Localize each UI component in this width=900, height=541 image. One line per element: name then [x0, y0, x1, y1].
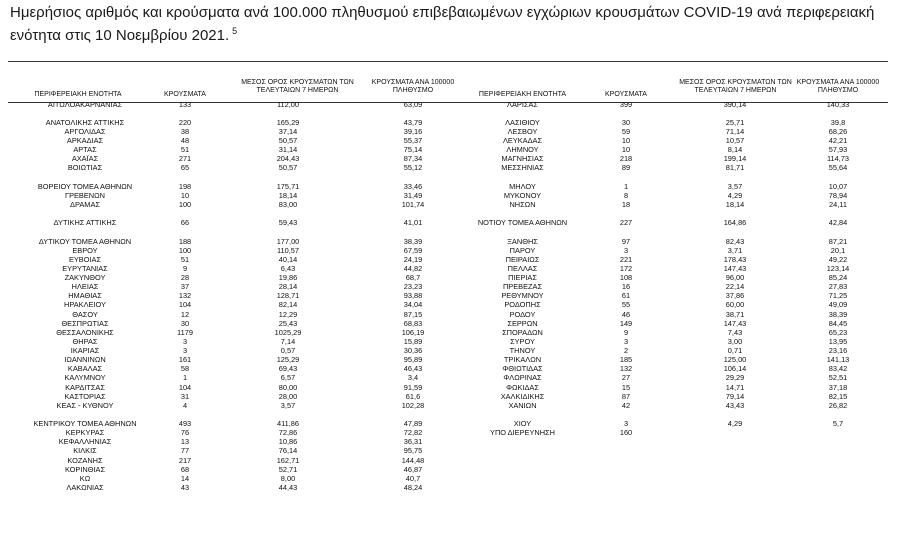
avg7-cell: 19,86	[278, 273, 298, 282]
avg7-cell: 4,29	[727, 419, 743, 429]
cases-cell: 3	[182, 346, 188, 355]
avg7-cell: 96,00	[725, 273, 745, 282]
region-cell: ΔΥΤΙΚΗΣ ΑΤΤΙΚΗΣ	[53, 218, 117, 228]
region-cell: ΚΟΖΑΝΗΣ	[67, 455, 103, 465]
cases-cell: 97	[621, 236, 631, 246]
region-cell: ΑΡΓΟΛΙΔΑΣ	[64, 126, 106, 136]
per100k-cell: 23,16	[828, 346, 848, 355]
region-cell: ΚΕΡΚΥΡΑΣ	[65, 428, 105, 438]
per100k-cell: 101,74	[401, 199, 425, 209]
avg7-cell: 80,00	[278, 382, 298, 392]
per100k-cell: 48,24	[403, 483, 423, 492]
per100k-cell: 68,83	[403, 318, 423, 328]
region-cell: ΑΙΤΩΛΟΑΚΑΡΝΑΝΙΑΣ	[47, 99, 123, 109]
avg7-cell: 38,71	[725, 309, 745, 319]
region-cell: ΝΟΤΙΟΥ ΤΟΜΕΑ ΑΘΗΝΩΝ	[477, 218, 568, 228]
cases-cell: 218	[619, 154, 633, 164]
avg7-cell: 204,43	[276, 154, 300, 164]
region-cell: ΛΗΜΝΟΥ	[506, 145, 539, 155]
region-cell: ΚΑΛΥΜΝΟΥ	[64, 373, 106, 383]
avg7-cell: 59,43	[278, 218, 298, 228]
cases-cell: 10	[621, 145, 631, 155]
per100k-cell: 87,21	[828, 236, 848, 246]
cases-cell: 149	[619, 318, 633, 328]
cases-cell: 48	[180, 136, 190, 145]
left-header-region: ΠΕΡΙΦΕΡΕΙΑΚΗ ΕΝΟΤΗΤΑ	[34, 91, 122, 98]
avg7-cell: 125,00	[723, 355, 747, 365]
avg7-cell: 112,00	[276, 99, 300, 109]
avg7-cell: 4,29	[727, 190, 743, 200]
avg7-cell: 69,43	[278, 364, 298, 374]
cases-cell: 28	[180, 273, 190, 282]
left-header-avg7: ΜΕΣΟΣ ΟΡΟΣ ΚΡΟΥΣΜΑΤΩΝ ΤΩΝ ΤΕΛΕΥΤΑΙΩΝ 7 ΗΜΕΡΩΝ	[241, 79, 354, 94]
region-cell: ΕΒΡΟΥ	[72, 245, 98, 255]
region-cell: ΗΜΑΘΙΑΣ	[68, 291, 102, 301]
cases-cell: 100	[178, 199, 192, 209]
per100k-cell: 26,82	[828, 400, 848, 410]
per100k-cell: 72,82	[403, 428, 423, 438]
avg7-cell: 83,00	[278, 199, 298, 209]
per100k-cell: 102,28	[401, 400, 425, 410]
cases-cell: 1	[182, 373, 188, 383]
region-cell: ΒΟΙΩΤΙΑΣ	[67, 163, 103, 173]
per100k-cell: 87,15	[403, 309, 423, 319]
region-cell: ΓΡΕΒΕΝΩΝ	[65, 190, 105, 200]
per100k-cell: 30,36	[403, 346, 423, 355]
per100k-cell: 43,79	[403, 117, 423, 127]
title-footnote: 5	[232, 26, 238, 36]
per100k-cell: 15,89	[403, 336, 423, 346]
avg7-cell: 71,14	[725, 126, 745, 136]
region-cell: ΠΑΡΟΥ	[509, 245, 536, 255]
region-cell: ΤΡΙΚΑΛΩΝ	[503, 355, 542, 365]
region-cell: ΣΠΟΡΑΔΩΝ	[502, 327, 543, 337]
avg7-cell: 60,00	[725, 300, 745, 310]
per100k-cell: 91,59	[403, 382, 423, 392]
avg7-cell: 76,14	[278, 446, 298, 456]
cases-cell: 1	[623, 181, 629, 191]
cases-cell: 108	[619, 273, 633, 282]
per100k-cell: 31,49	[403, 190, 423, 200]
cases-cell: 18	[621, 199, 631, 209]
cases-cell: 51	[180, 145, 190, 155]
avg7-cell: 10,86	[278, 437, 298, 447]
per100k-cell: 84,45	[828, 318, 848, 328]
avg7-cell: 52,71	[278, 464, 298, 474]
region-cell: ΡΟΔΟΥ	[509, 309, 536, 319]
region-cell: ΙΚΑΡΙΑΣ	[70, 346, 100, 355]
cases-cell: 1179	[177, 327, 193, 337]
cases-cell: 160	[619, 428, 633, 438]
per100k-cell: 106,19	[401, 327, 425, 337]
avg7-cell: 25,71	[725, 117, 745, 127]
cases-cell: 12	[180, 309, 190, 319]
avg7-cell: 40,14	[278, 254, 298, 264]
cases-cell: 8	[623, 190, 629, 200]
cases-cell: 132	[619, 364, 633, 374]
cases-cell: 27	[621, 373, 631, 383]
cases-cell: 58	[180, 364, 190, 374]
cases-cell: 76	[180, 428, 190, 438]
region-cell: ΞΑΝΘΗΣ	[507, 236, 538, 246]
region-cell: ΡΟΔΟΠΗΣ	[504, 300, 541, 310]
region-cell: ΑΧΑΪΑΣ	[71, 154, 99, 164]
avg7-cell: 81,71	[725, 163, 745, 173]
region-cell: ΑΡΤΑΣ	[73, 145, 97, 155]
page-title	[10, 3, 880, 45]
per100k-cell: 10,07	[828, 181, 848, 191]
region-cell: ΑΡΚΑΔΙΑΣ	[66, 136, 104, 145]
cases-cell: 61	[621, 291, 631, 301]
right-header-cases: ΚΡΟΥΣΜΑΤΑ	[605, 91, 647, 98]
region-cell: ΗΡΑΚΛΕΙΟΥ	[64, 300, 106, 310]
avg7-cell: 72,86	[278, 428, 298, 438]
avg7-cell: 6,43	[280, 263, 296, 273]
avg7-cell: 3,71	[727, 245, 743, 255]
avg7-cell: 37,14	[278, 126, 298, 136]
region-cell: ΦΩΚΙΔΑΣ	[506, 382, 539, 392]
per100k-cell: 41,01	[403, 218, 423, 228]
cases-cell: 66	[180, 218, 190, 228]
avg7-cell: 31,14	[278, 145, 298, 155]
region-cell: ΚΕΦΑΛΛΗΝΙΑΣ	[58, 437, 112, 447]
right-header-per100k: ΚΡΟΥΣΜΑΤΑ ΑΝΑ 100000 ΠΛΗΘΥΣΜΟ	[796, 79, 880, 94]
cases-cell: 399	[619, 99, 633, 109]
cases-cell: 46	[621, 309, 631, 319]
region-cell: ΝΗΣΩΝ	[509, 199, 536, 209]
per100k-cell: 42,21	[828, 136, 848, 145]
avg7-cell: 125,29	[276, 355, 300, 365]
avg7-cell: 7,43	[727, 327, 743, 337]
cases-cell: 10	[621, 136, 631, 145]
per100k-cell: 144,48	[401, 455, 425, 465]
per100k-cell: 75,14	[403, 145, 423, 155]
region-cell: ΚΙΛΚΙΣ	[73, 446, 97, 456]
per100k-cell: 40,7	[405, 473, 421, 483]
per100k-cell: 5,7	[832, 419, 844, 429]
avg7-cell: 411,86	[276, 419, 300, 429]
cases-cell: 227	[619, 218, 633, 228]
per100k-cell: 42,84	[828, 218, 848, 228]
avg7-cell: 3,00	[727, 336, 743, 346]
cases-cell: 198	[178, 181, 192, 191]
cases-cell: 30	[180, 318, 190, 328]
region-cell: ΑΝΑΤΟΛΙΚΗΣ ΑΤΤΙΚΗΣ	[45, 117, 125, 127]
per100k-cell: 24,19	[403, 254, 423, 264]
cases-cell: 14	[180, 473, 190, 483]
avg7-cell: 14,71	[725, 382, 745, 392]
per100k-cell: 47,89	[403, 419, 423, 429]
per100k-cell: 55,12	[403, 163, 423, 173]
region-cell: ΦΘΙΩΤΙΔΑΣ	[502, 364, 543, 374]
region-cell: ΚΟΡΙΝΘΙΑΣ	[64, 464, 106, 474]
per100k-cell: 68,26	[828, 126, 848, 136]
cases-cell: 38	[180, 126, 190, 136]
avg7-cell: 3,57	[727, 181, 743, 191]
cases-cell: 68	[180, 464, 190, 474]
per100k-cell: 55,37	[403, 136, 423, 145]
per100k-cell: 61,6	[405, 391, 421, 401]
avg7-cell: 128,71	[276, 291, 300, 301]
avg7-cell: 28,00	[278, 391, 298, 401]
region-cell: ΘΗΡΑΣ	[72, 336, 98, 346]
per100k-cell: 141,13	[826, 355, 850, 365]
avg7-cell: 8,00	[280, 473, 296, 483]
avg7-cell: 22,14	[725, 282, 745, 292]
per100k-cell: 52,51	[828, 373, 848, 383]
per100k-cell: 85,24	[828, 273, 848, 282]
avg7-cell: 82,43	[725, 236, 745, 246]
cases-cell: 87	[621, 391, 631, 401]
region-cell: ΜΕΣΣΗΝΙΑΣ	[501, 163, 544, 173]
cases-cell: 55	[621, 300, 631, 310]
avg7-cell: 18,14	[725, 199, 745, 209]
avg7-cell: 165,29	[276, 117, 300, 127]
cases-cell: 104	[178, 382, 192, 392]
per100k-cell: 38,39	[403, 236, 423, 246]
per100k-cell: 68,7	[405, 273, 421, 282]
avg7-cell: 50,57	[278, 163, 298, 173]
avg7-cell: 82,14	[278, 300, 298, 310]
per100k-cell: 33,46	[403, 181, 423, 191]
cases-cell: 9	[182, 263, 188, 273]
avg7-cell: 7,14	[280, 336, 296, 346]
region-cell: ΤΗΝΟΥ	[509, 346, 536, 355]
left-header-cases: ΚΡΟΥΣΜΑΤΑ	[164, 91, 206, 98]
per100k-cell: 23,23	[403, 282, 423, 292]
cases-cell: 31	[180, 391, 190, 401]
per100k-cell: 95,89	[403, 355, 423, 365]
avg7-cell: 12,29	[278, 309, 298, 319]
per100k-cell: 44,82	[403, 263, 423, 273]
cases-cell: 493	[178, 419, 192, 429]
region-cell: ΦΛΩΡΙΝΑΣ	[503, 373, 542, 383]
per100k-cell: 93,88	[403, 291, 423, 301]
region-cell: ΛΕΥΚΑΔΑΣ	[502, 136, 543, 145]
avg7-cell: 147,43	[723, 263, 747, 273]
avg7-cell: 10,57	[725, 136, 745, 145]
region-cell: ΥΠΟ ΔΙΕΡΕΥΝΗΣΗ	[490, 428, 555, 438]
region-cell: ΕΥΡΥΤΑΝΙΑΣ	[62, 263, 108, 273]
region-cell: ΘΕΣΠΡΩΤΙΑΣ	[61, 318, 109, 328]
region-cell: ΠΕΛΛΑΣ	[507, 263, 538, 273]
cases-cell: 220	[178, 117, 192, 127]
region-cell: ΧΙΟΥ	[513, 419, 532, 429]
region-cell: ΚΑΡΔΙΤΣΑΣ	[65, 382, 105, 392]
per100k-cell: 78,94	[828, 190, 848, 200]
per100k-cell: 49,09	[828, 300, 848, 310]
avg7-cell: 0,57	[280, 346, 296, 355]
region-cell: ΣΥΡΟΥ	[510, 336, 535, 346]
cases-cell: 37	[180, 282, 190, 292]
cases-cell: 188	[178, 236, 192, 246]
cases-cell: 4	[182, 400, 188, 410]
region-cell: ΛΕΣΒΟΥ	[507, 126, 538, 136]
avg7-cell: 177,00	[276, 236, 300, 246]
cases-cell: 172	[619, 263, 633, 273]
cases-cell: 271	[178, 154, 192, 164]
region-cell: ΙΩΑΝΝΙΝΩΝ	[64, 355, 106, 365]
region-cell: ΜΑΓΝΗΣΙΑΣ	[501, 154, 544, 164]
per100k-cell: 55,64	[828, 163, 848, 173]
region-cell: ΠΕΙΡΑΙΩΣ	[505, 254, 540, 264]
avg7-cell: 0,71	[727, 346, 743, 355]
per100k-cell: 38,39	[828, 309, 848, 319]
avg7-cell: 106,14	[723, 364, 747, 374]
cases-cell: 132	[178, 291, 192, 301]
region-cell: ΚΕΑΣ - ΚΥΘΝΟΥ	[56, 400, 114, 410]
avg7-cell: 50,57	[278, 136, 298, 145]
avg7-cell: 199,14	[723, 154, 747, 164]
cases-cell: 185	[619, 355, 633, 365]
per100k-cell: 24,11	[829, 199, 847, 209]
cases-cell: 133	[178, 99, 192, 109]
per100k-cell: 67,59	[403, 245, 423, 255]
region-cell: ΚΑΒΑΛΑΣ	[67, 364, 103, 374]
per100k-cell: 82,15	[828, 391, 848, 401]
per100k-cell: 36,31	[403, 437, 423, 447]
cases-cell: 10	[180, 190, 190, 200]
region-cell: ΗΛΕΙΑΣ	[71, 282, 99, 292]
cases-cell: 9	[623, 327, 629, 337]
avg7-cell: 162,71	[276, 455, 300, 465]
region-cell: ΖΑΚΥΝΘΟΥ	[64, 273, 106, 282]
per100k-cell: 71,25	[828, 291, 848, 301]
per100k-cell: 57,93	[828, 145, 848, 155]
per100k-cell: 34,04	[403, 300, 423, 310]
cases-cell: 42	[621, 400, 631, 410]
per100k-cell: 37,18	[828, 382, 848, 392]
cases-cell: 100	[178, 245, 192, 255]
cases-cell: 104	[178, 300, 192, 310]
avg7-cell: 25,43	[278, 318, 298, 328]
region-cell: ΒΟΡΕΙΟΥ ΤΟΜΕΑ ΑΘΗΝΩΝ	[37, 181, 133, 191]
avg7-cell: 8,14	[727, 145, 743, 155]
avg7-cell: 43,43	[725, 400, 745, 410]
region-cell: ΜΥΚΟΝΟΥ	[503, 190, 542, 200]
per100k-cell: 87,34	[403, 154, 423, 164]
per100k-cell: 114,73	[826, 154, 850, 164]
region-cell: ΡΕΘΥΜΝΟΥ	[501, 291, 544, 301]
per100k-cell: 27,83	[828, 282, 848, 292]
region-cell: ΠΙΕΡΙΑΣ	[508, 273, 537, 282]
cases-cell: 30	[621, 117, 631, 127]
avg7-cell: 178,43	[723, 254, 747, 264]
avg7-cell: 110,57	[276, 245, 300, 255]
cases-cell: 221	[619, 254, 633, 264]
cases-cell: 3	[623, 245, 629, 255]
table-top-rule	[8, 61, 888, 62]
cases-cell: 2	[623, 346, 629, 355]
region-cell: ΣΕΡΡΩΝ	[507, 318, 538, 328]
cases-cell: 161	[178, 355, 192, 365]
avg7-cell: 29,29	[725, 373, 745, 383]
avg7-cell: 175,71	[276, 181, 300, 191]
region-cell: ΠΡΕΒΕΖΑΣ	[502, 282, 543, 292]
cases-cell: 3	[623, 419, 629, 429]
region-cell: ΚΕΝΤΡΙΚΟΥ ΤΟΜΕΑ ΑΘΗΝΩΝ	[33, 419, 137, 429]
region-cell: ΧΑΝΙΩΝ	[508, 400, 537, 410]
per100k-cell: 3,4	[407, 373, 419, 383]
region-cell: ΛΑΣΙΘΙΟΥ	[505, 117, 540, 127]
cases-cell: 65	[180, 163, 190, 173]
cases-cell: 217	[178, 455, 192, 465]
left-header-per100k: ΚΡΟΥΣΜΑΤΑ ΑΝΑ 100000 ΠΛΗΘΥΣΜΟ	[371, 79, 455, 94]
region-cell: ΛΑΡΙΣΑΣ	[507, 99, 538, 109]
region-cell: ΘΕΣΣΑΛΟΝΙΚΗΣ	[56, 327, 114, 337]
region-cell: ΘΑΣΟΥ	[72, 309, 98, 319]
per100k-cell: 63,09	[403, 99, 423, 109]
avg7-cell: 37,86	[725, 291, 745, 301]
cases-cell: 3	[182, 336, 188, 346]
cases-cell: 3	[623, 336, 629, 346]
avg7-cell: 1025,29	[274, 327, 302, 337]
per100k-cell: 39,8	[830, 117, 846, 127]
avg7-cell: 28,14	[278, 282, 298, 292]
per100k-cell: 20,1	[830, 245, 846, 255]
avg7-cell: 3,57	[280, 400, 296, 410]
cases-cell: 77	[180, 446, 190, 456]
region-cell: ΚΑΣΤΟΡΙΑΣ	[64, 391, 106, 401]
per100k-cell: 46,87	[403, 464, 423, 474]
avg7-cell: 44,43	[278, 483, 298, 492]
region-cell: ΔΡΑΜΑΣ	[70, 199, 100, 209]
cases-cell: 43	[180, 483, 190, 492]
per100k-cell: 95,75	[403, 446, 423, 456]
region-cell: ΕΥΒΟΙΑΣ	[68, 254, 102, 264]
avg7-cell: 6,57	[280, 373, 296, 383]
cases-cell: 89	[621, 163, 631, 173]
region-cell: ΔΥΤΙΚΟΥ ΤΟΜΕΑ ΑΘΗΝΩΝ	[38, 236, 132, 246]
avg7-cell: 164,86	[723, 218, 747, 228]
per100k-cell: 83,42	[828, 364, 848, 374]
title-text: Ημερήσιος αριθμός και κρούσματα ανά 100.000 πληθυσμού επιβεβαιωμένων εγχώριων κρουσμάτων COVID-19 ανά περιφερειακή ενότητα στις 10 Νοεμβρίου 2021.	[10, 4, 875, 44]
cases-cell: 59	[621, 126, 631, 136]
avg7-cell: 79,14	[725, 391, 745, 401]
cases-cell: 13	[180, 437, 190, 447]
per100k-cell: 13,95	[828, 336, 848, 346]
region-cell: ΚΩ	[79, 473, 91, 483]
per100k-cell: 46,43	[403, 364, 423, 374]
avg7-cell: 390,14	[723, 99, 747, 109]
avg7-cell: 18,14	[278, 190, 298, 200]
region-cell: ΧΑΛΚΙΔΙΚΗΣ	[500, 391, 545, 401]
right-header-region: ΠΕΡΙΦΕΡΕΙΑΚΗ ΕΝΟΤΗΤΑ	[478, 91, 567, 98]
per100k-cell: 65,23	[828, 327, 848, 337]
per100k-cell: 49,22	[828, 254, 848, 264]
cases-cell: 51	[180, 254, 190, 264]
region-cell: ΜΗΛΟΥ	[509, 181, 536, 191]
avg7-cell: 147,43	[723, 318, 747, 328]
cases-cell: 16	[621, 282, 631, 292]
per100k-cell: 123,14	[826, 263, 850, 273]
per100k-cell: 39,16	[403, 126, 423, 136]
per100k-cell: 140,33	[826, 99, 850, 109]
right-header-avg7: ΜΕΣΟΣ ΟΡΟΣ ΚΡΟΥΣΜΑΤΩΝ ΤΩΝ ΤΕΛΕΥΤΑΙΩΝ 7 ΗΜΕΡΩΝ	[679, 79, 792, 94]
region-cell: ΛΑΚΩΝΙΑΣ	[66, 483, 104, 492]
cases-cell: 15	[621, 382, 631, 392]
